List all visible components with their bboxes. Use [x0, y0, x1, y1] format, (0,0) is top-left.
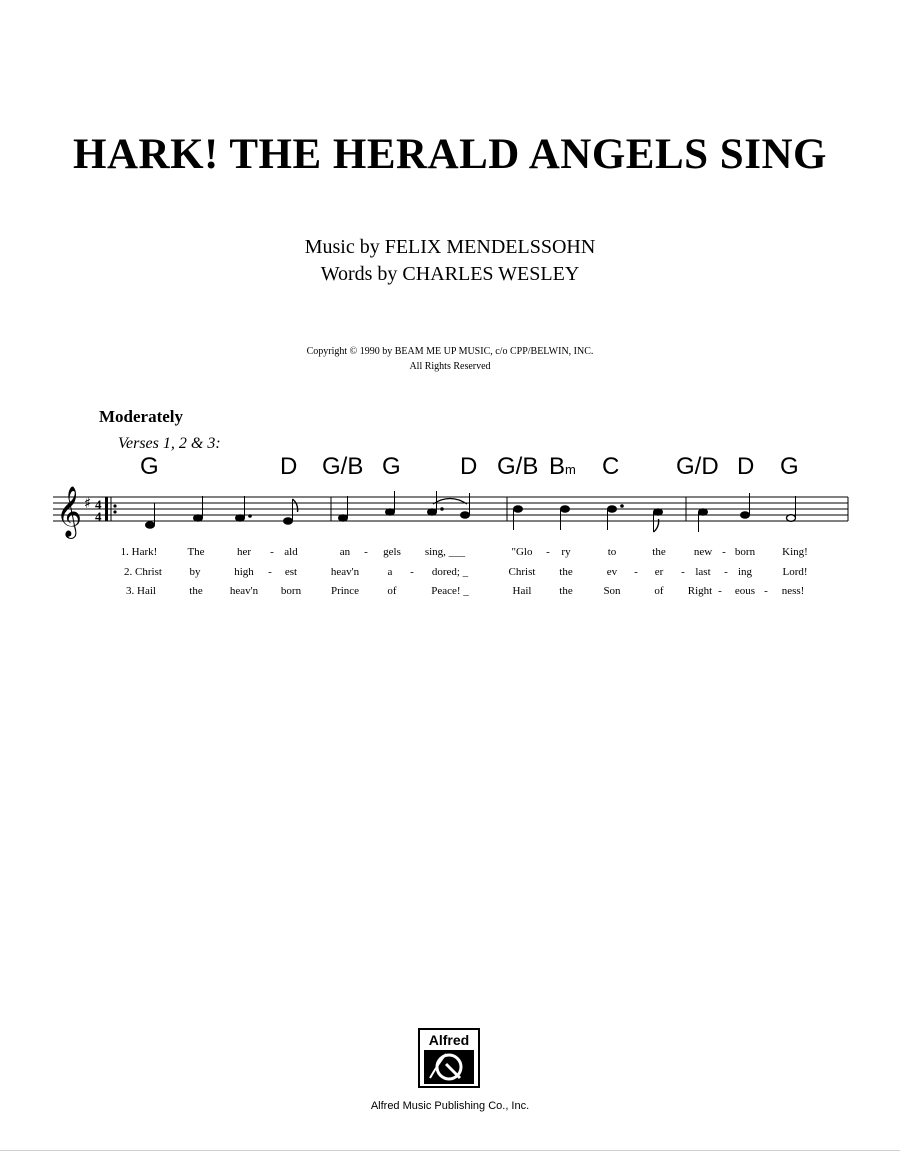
lyric-syllable: 3. Hail: [126, 585, 156, 597]
lyric-syllable: born: [280, 585, 302, 597]
lyric-syllable: Right: [687, 585, 713, 597]
chord-symbol: G: [140, 453, 159, 480]
lyric-syllable: 2. Christ: [124, 566, 162, 578]
lyric-syllable: -: [722, 546, 726, 558]
lyric-syllable: heav'n: [229, 585, 259, 597]
lyric-syllable: -: [546, 546, 550, 558]
note-head: [608, 506, 617, 513]
credits: [0, 234, 900, 288]
song-title: HARK! THE HERALD ANGELS SING: [73, 131, 827, 178]
lyric-syllable: -: [764, 585, 768, 597]
time-signature-top: 4: [95, 497, 102, 512]
lyric-syllable: high: [234, 566, 254, 578]
lyric-syllable: sing, ___: [424, 546, 466, 558]
sharp-icon: ♯: [84, 494, 92, 512]
lyric-syllable: to: [607, 546, 617, 558]
rights-line: All Rights Reserved: [409, 361, 491, 372]
lyric-syllable: Peace! _: [431, 585, 469, 597]
verses-label: Verses 1, 2 & 3:: [118, 435, 221, 452]
lyric-syllable: er: [654, 566, 664, 578]
lyric-syllable: -: [718, 585, 722, 597]
dot: [441, 508, 444, 511]
note-head: [741, 512, 750, 519]
lyric-syllable: by: [189, 566, 201, 578]
chord-symbol: G/B: [497, 453, 539, 480]
lyric-syllable: heav'n: [330, 566, 360, 578]
lyric-syllable: ald: [284, 546, 298, 558]
dot: [621, 505, 624, 508]
note-head: [339, 515, 348, 522]
lyric-syllable: King!: [782, 546, 808, 558]
lyric-syllable: last: [695, 566, 711, 578]
lyric-syllable: -: [364, 546, 368, 558]
copyright-notice: [0, 344, 900, 374]
lyric-syllable: ing: [737, 566, 753, 578]
lyric-syllable: of: [654, 585, 664, 597]
note-flag: [293, 499, 298, 512]
lyric-syllable: -: [270, 546, 274, 558]
note-head: [561, 506, 570, 513]
lyric-syllable: "Glo: [511, 546, 533, 558]
lyric-syllable: ness!: [781, 585, 805, 597]
note-head: [236, 515, 245, 522]
lyric-syllable: est: [284, 566, 298, 578]
chord-symbol: G: [382, 453, 401, 480]
chord-symbol: G: [780, 453, 799, 480]
lyric-syllable: of: [387, 585, 397, 597]
note-head: [699, 509, 708, 516]
lyric-syllable: her: [236, 546, 252, 558]
staff-lines: [53, 497, 848, 521]
lyric-syllable: an: [339, 546, 351, 558]
note-head: [386, 509, 395, 516]
lyric-syllable: -: [634, 566, 638, 578]
note-head: [654, 509, 663, 516]
note-head: [461, 512, 470, 519]
chord-symbol: D: [460, 453, 478, 480]
note-head: [146, 522, 155, 529]
lyric-syllable: gels: [383, 546, 401, 558]
lyric-syllable: Son: [603, 585, 621, 597]
chord-symbol: G/B: [322, 453, 364, 480]
lyric-syllable: -: [681, 566, 685, 578]
lyric-syllable: the: [652, 546, 666, 558]
chord-symbol: D: [737, 453, 755, 480]
note-head-half: [787, 515, 796, 522]
lyric-syllable: ev: [606, 566, 618, 578]
lyric-syllable: Lord!: [782, 566, 808, 578]
lyric-syllable: new: [693, 546, 713, 558]
treble-clef-icon: 𝄞: [56, 486, 83, 537]
note-head: [194, 515, 203, 522]
lyric-syllable: 1. Hark!: [120, 546, 158, 558]
chord-symbol: G/D: [676, 453, 719, 480]
lyric-syllable: the: [189, 585, 203, 597]
time-signature-bottom: 4: [95, 509, 102, 524]
chord-symbol: D: [280, 453, 298, 480]
lyric-syllable: -: [724, 566, 728, 578]
lyric-syllable: the: [559, 585, 573, 597]
chord-symbol: C: [602, 453, 620, 480]
lyric-syllable: -: [268, 566, 272, 578]
lyric-syllable: a: [387, 566, 393, 578]
note-head: [514, 506, 523, 513]
lyric-syllable: born: [734, 546, 756, 558]
copyright-line: Copyright © 1990 by BEAM ME UP MUSIC, c/o CPP/BELWIN, INC.: [306, 346, 594, 357]
lyric-syllable: Christ: [508, 566, 536, 578]
lyric-syllable: eous: [734, 585, 756, 597]
lyric-syllable: The: [187, 546, 205, 558]
note-head: [284, 518, 293, 525]
lyric-syllable: Hail: [512, 585, 532, 597]
alfred-logo: [418, 1028, 480, 1088]
tempo-marking: Moderately: [99, 407, 184, 426]
music-staff: [0, 480, 900, 550]
publisher-name: Alfred Music Publishing Co., Inc.: [370, 1100, 530, 1112]
lyric-syllable: ry: [561, 546, 571, 558]
chord-symbol: Bm: [549, 453, 576, 480]
lyric-syllable: dored; _: [431, 566, 469, 578]
page-edge-divider: [0, 1150, 900, 1151]
logo-word: Alfred: [428, 1032, 470, 1048]
music-credit: Music by FELIX MENDELSSOHN: [304, 236, 596, 258]
lyric-syllable: the: [559, 566, 573, 578]
lyric-syllable: Prince: [330, 585, 360, 597]
note-head: [428, 509, 437, 516]
logo-mark-icon: [420, 1048, 478, 1088]
words-credit: Words by CHARLES WESLEY: [320, 263, 580, 285]
lyric-syllable: -: [410, 566, 414, 578]
dot: [249, 515, 252, 518]
